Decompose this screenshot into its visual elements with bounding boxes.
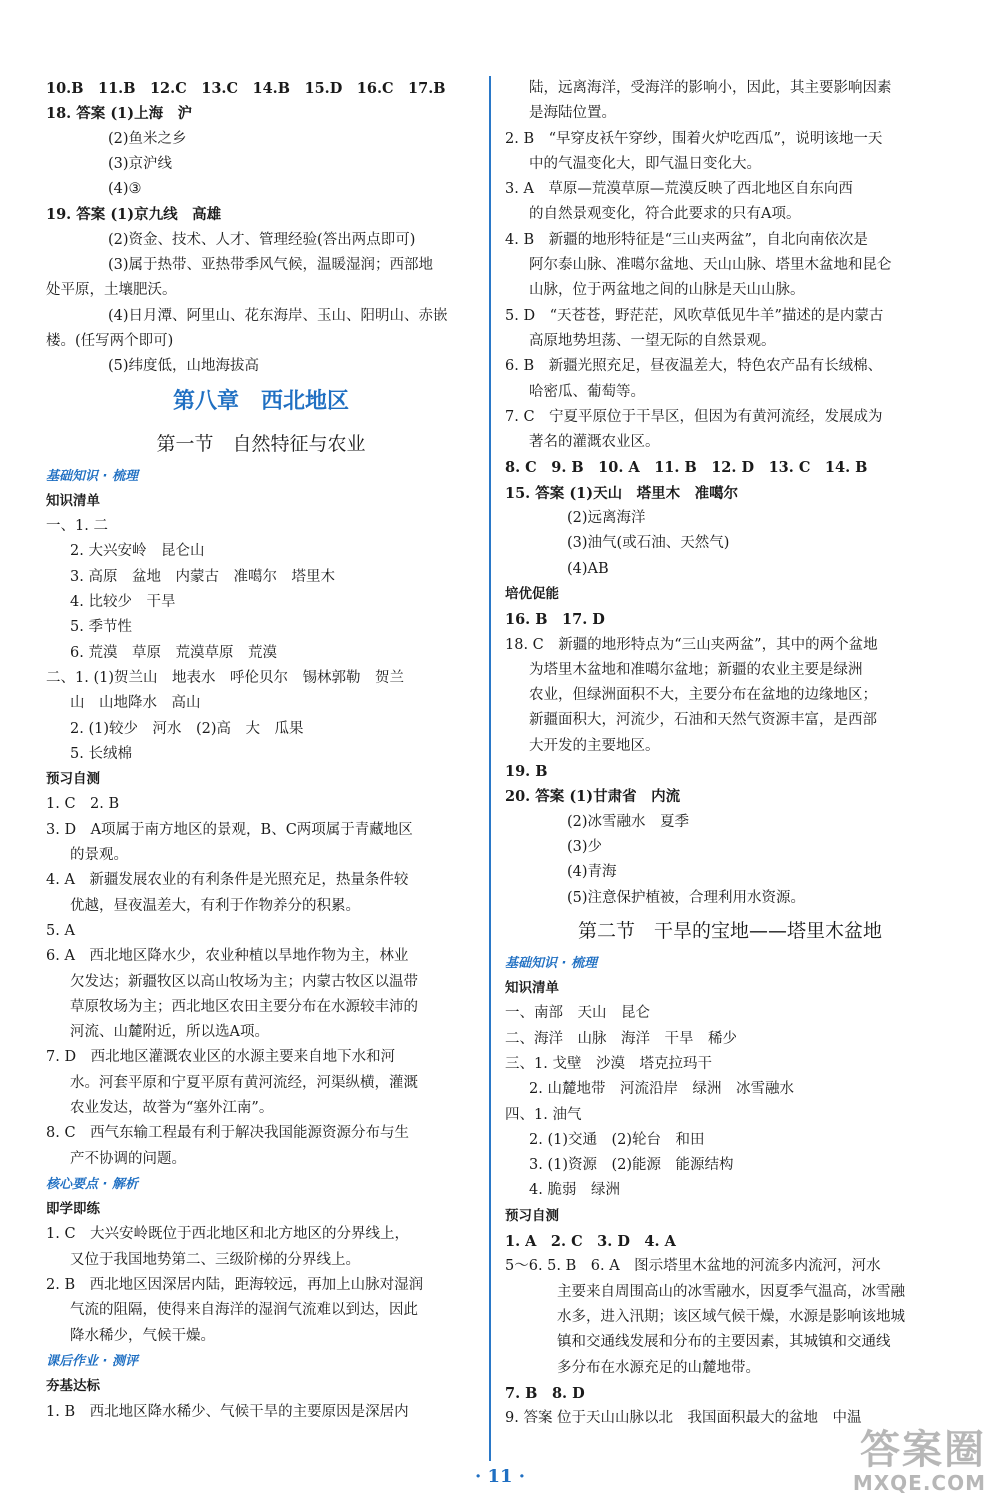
text-line: 5. 长绒棉: [70, 745, 132, 762]
text-line: 中的气温变化大，即气温日变化大。: [529, 155, 761, 172]
text-line: 8. C 9. B 10. A 11. B 12. D 13. C 14. B: [505, 459, 868, 477]
text-line: 18. 答案 (1)上海 沪: [46, 105, 193, 123]
text-line: 又位于我国地势第二、三级阶梯的分界线上。: [70, 1251, 360, 1268]
text-line: (2)冰雪融水 夏季: [567, 813, 690, 830]
text-line: 4. 脆弱 绿洲: [529, 1182, 620, 1199]
text-line: 农业，但绿洲面积不大，主要分布在盆地的边缘地区；: [529, 687, 877, 704]
text-line: (2)远离海洋: [567, 510, 646, 527]
text-line: 6. A 西北地区降水少，农业种植以旱地作物为主，林业: [46, 948, 409, 965]
text-line: 5～6. 5. B 6. A 图示塔里木盆地的河流多内流河，河水: [505, 1258, 881, 1275]
text-line: 知识清单: [46, 492, 100, 509]
text-line: 3. A 草原—荒漠草原—荒漠反映了西北地区自东向西: [505, 181, 853, 198]
text-line: (5)纬度低，山地海拔高: [108, 358, 260, 375]
text-line: (2)资金、技术、人才、管理经验(答出两点即可): [108, 231, 416, 248]
text-line: 2. B 西北地区因深居内陆，距海较远，再加上山脉对湿润: [46, 1277, 424, 1294]
text-line: 1. C 大兴安岭既位于西北地区和北方地区的分界线上，: [46, 1226, 410, 1243]
text-line: 草原牧场为主；西北地区农田主要分布在水源较丰沛的: [70, 998, 418, 1015]
text-line: 著名的灌溉农业区。: [529, 434, 660, 451]
text-line: 的景观。: [70, 847, 128, 864]
text-line: (2)鱼米之乡: [108, 130, 187, 147]
text-line: 2. 山麓地带 河流沿岸 绿洲 冰雪融水: [529, 1081, 794, 1098]
watermark-text: 答案圈: [860, 1427, 986, 1473]
text-line: 1. A 2. C 3. D 4. A: [505, 1233, 676, 1251]
text-line: (4)青海: [567, 864, 617, 881]
text-line: 知识清单: [505, 980, 559, 997]
text-line: 的自然景观变化，符合此要求的只有A项。: [529, 206, 801, 223]
text-line: 大开发的主要地区。: [529, 737, 660, 754]
text-line: 优越，昼夜温差大，有利于作物养分的积累。: [70, 897, 360, 914]
text-line: 4. A 新疆发展农业的有利条件是光照充足，热量条件较: [46, 872, 409, 889]
text-line: 7. D 西北地区灌溉农业区的水源主要来自地下水和河: [46, 1049, 396, 1066]
text-line: 新疆面积大，河流少，石油和天然气资源丰富，是西部: [529, 712, 877, 729]
watermark-logo: [806, 1428, 986, 1498]
text-line: 为塔里木盆地和准噶尔盆地；新疆的农业主要是绿洲: [529, 661, 863, 678]
text-line: 培优促能: [505, 585, 559, 602]
text-line: (3)少: [567, 838, 603, 855]
text-line: 主要来自周围高山的冰雪融水，因夏季气温高，冰雪融: [557, 1283, 905, 1300]
text-line: 基础知识 · 梳理: [505, 955, 597, 971]
text-line: 气流的阻隔，使得来自海洋的湿润气流难以到达，因此: [70, 1302, 418, 1319]
text-line: 8. C 西气东输工程最有利于解决我国能源资源分布与生: [46, 1125, 410, 1142]
text-line: 15. 答案 (1)天山 塔里木 准噶尔: [505, 484, 739, 502]
text-line: 4. 比较少 干旱: [70, 594, 176, 611]
text-line: 一、南部 天山 昆仑: [505, 1005, 650, 1022]
text-line: (3)油气(或石油、天然气): [567, 535, 730, 552]
text-line: 阿尔泰山脉、准噶尔盆地、天山山脉、塔里木盆地和昆仑: [529, 257, 892, 274]
text-line: 6. B 新疆光照充足，昼夜温差大，特色农产品有长绒棉、: [505, 358, 883, 375]
text-line: 降水稀少，气候干燥。: [70, 1327, 215, 1344]
text-line: (4)③: [108, 181, 142, 198]
text-line: 第一节 自然特征与农业: [156, 432, 366, 455]
text-line: 即学即练: [46, 1201, 100, 1218]
text-line: 产不协调的问题。: [70, 1150, 186, 1167]
text-line: 处平原，土壤肥沃。: [46, 282, 177, 299]
text-line: 6. 荒漠 草原 荒漠草原 荒漠: [70, 644, 277, 661]
text-line: 楼。(任写两个即可): [46, 332, 174, 349]
text-line: 核心要点 · 解析: [46, 1176, 138, 1192]
text-line: 二、海洋 山脉 海洋 干旱 稀少: [505, 1030, 737, 1047]
text-line: 是海陆位置。: [529, 105, 616, 122]
text-line: 第八章 西北地区: [172, 388, 349, 414]
text-line: (5)注意保护植被，合理利用水资源。: [567, 889, 806, 906]
text-line: 2. B “早穿皮袄午穿纱，围着火炉吃西瓜”，说明该地一天: [505, 130, 883, 147]
text-line: (3)京沪线: [108, 155, 173, 172]
text-line: 水多，进入汛期；该区域气候干燥，水源是影响该地城: [557, 1308, 905, 1325]
text-line: 一、1. 二: [46, 518, 108, 535]
text-line: 3. 高原 盆地 内蒙古 准噶尔 塔里木: [70, 568, 335, 585]
text-line: 山 山地降水 高山: [70, 695, 201, 712]
text-line: 2. (1)交通 (2)轮台 和田: [529, 1131, 705, 1148]
text-line: 三、1. 戈壁 沙漠 塔克拉玛干: [505, 1055, 712, 1072]
text-line: 哈密瓜、葡萄等。: [529, 383, 645, 400]
text-line: 夯基达标: [46, 1378, 100, 1395]
text-line: 镇和交通线发展和分布的主要因素，其城镇和交通线: [557, 1334, 891, 1351]
text-line: 1. B 西北地区降水稀少、气候干旱的主要原因是深居内: [46, 1403, 409, 1420]
text-line: 水。河套平原和宁夏平原有黄河流经，河渠纵横，灌溉: [70, 1074, 418, 1091]
text-line: 2. (1)较少 河水 (2)高 大 瓜果: [70, 720, 304, 737]
text-line: 7. B 8. D: [505, 1384, 585, 1402]
text-line: 10.B 11.B 12.C 13.C 14.B 15.D 16.C 17.B: [46, 80, 446, 97]
watermark-url: MXQE.COM: [852, 1471, 986, 1495]
text-line: 2. 大兴安岭 昆仑山: [70, 543, 205, 560]
text-line: 多分布在水源充足的山麓地带。: [557, 1359, 760, 1376]
page-number: · 11 ·: [474, 1466, 526, 1487]
text-line: 山脉，位于两盆地之间的山脉是天山山脉。: [529, 282, 805, 299]
text-line: 5. A: [46, 922, 75, 939]
text-line: 欠发达；新疆牧区以高山牧场为主；内蒙古牧区以温带: [70, 973, 418, 990]
right-column: [505, 76, 955, 1431]
text-line: (3)属于热带、亚热带季风气候，温暖湿润；西部地: [108, 257, 434, 274]
text-line: 预习自测: [505, 1207, 559, 1224]
text-line: (4)AB: [567, 560, 609, 577]
text-line: 陆，远离海洋，受海洋的影响小，因此，其主要影响因素: [529, 80, 892, 96]
text-line: 基础知识 · 梳理: [46, 468, 138, 484]
text-line: 河流、山麓附近，所以选A项。: [70, 1024, 269, 1041]
text-line: 19. B: [505, 763, 548, 781]
text-line: 7. C 宁夏平原位于干旱区，但因为有黄河流经，发展成为: [505, 408, 883, 425]
text-line: 16. B 17. D: [505, 611, 605, 629]
text-line: 四、1. 油气: [505, 1106, 582, 1123]
text-line: 农业发达，故誉为“塞外江南”。: [70, 1099, 274, 1116]
text-line: 第二节 干旱的宝地——塔里木盆地: [577, 919, 882, 942]
text-line: 高原地势坦荡、一望无际的自然景观。: [529, 332, 776, 349]
text-line: 5. D “天苍苍，野茫茫，风吹草低见牛羊”描述的是内蒙古: [505, 307, 884, 324]
text-line: 3. D A项属于南方地区的景观，B、C两项属于青藏地区: [46, 821, 413, 838]
text-line: 20. 答案 (1)甘肃省 内流: [505, 788, 681, 806]
text-line: 预习自测: [46, 771, 100, 788]
left-column: [46, 76, 476, 1425]
text-line: 1. C 2. B: [46, 796, 120, 813]
column-divider: [489, 76, 491, 1461]
text-line: 19. 答案 (1)京九线 高雄: [46, 206, 222, 224]
text-line: 18. C 新疆的地形特点为“三山夹两盆”，其中的两个盆地: [505, 636, 878, 653]
text-line: 9. 答案 位于天山山脉以北 我国面积最大的盆地 中温: [505, 1410, 862, 1427]
text-line: 3. (1)资源 (2)能源 能源结构: [529, 1157, 734, 1174]
text-line: 5. 季节性: [70, 619, 132, 636]
text-line: (4)日月潭、阿里山、花东海岸、玉山、阳明山、赤嵌: [108, 307, 448, 324]
text-line: 二、1. (1)贺兰山 地表水 呼伦贝尔 锡林郭勒 贺兰: [46, 669, 404, 686]
text-line: 课后作业 · 测评: [46, 1353, 138, 1369]
text-line: 4. B 新疆的地形特征是“三山夹两盆”，自北向南依次是: [505, 231, 868, 248]
